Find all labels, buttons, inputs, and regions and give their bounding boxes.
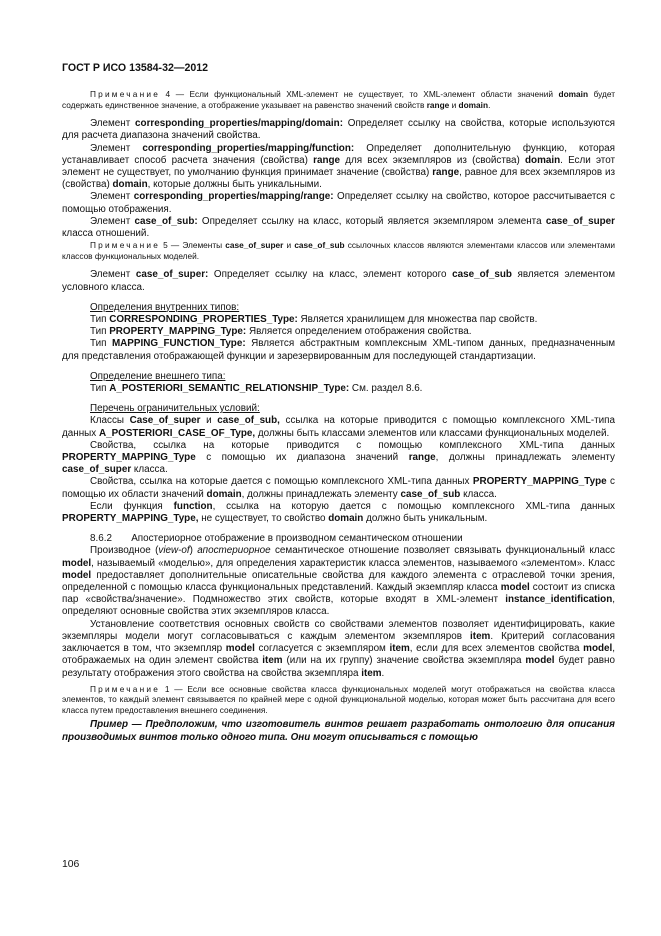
section-number: 8.6.2 xyxy=(90,533,112,545)
para-mapping-domain: Элемент corresponding_properties/mapping/domain: Определяет ссылку на свойства, которые используются для расчета диапазона значений свойства. xyxy=(62,118,615,142)
constraints-heading: Перечень ограничительных условий: xyxy=(90,403,260,415)
constraint-3: Свойства, ссылка на которые дается с помощью комплексного XML-типа данных PROPERTY_MAPPING_Type с помощью их области значений domain, должны принадлежать элементу case_of_sub класса. xyxy=(62,476,615,500)
section-8-6-2-heading xyxy=(62,533,615,545)
note-5-label: Примечание xyxy=(90,240,161,251)
para-case-of-sub: Элемент case_of_sub: Определяет ссылку на класс, который является экземпляром элемента case_of_super класса отношений. xyxy=(62,215,615,240)
type-property-mapping: Тип PROPERTY_MAPPING_Type: Является определением отображения свойства. xyxy=(90,326,472,338)
note-4: Примечание 4 — Если функциональный XML-элемент не существует, то XML-элемент области значений domain будет содержать единственное значение, а отображение указывает на равенство значений свойств range и domain. xyxy=(62,89,615,110)
para-mapping-function: Элемент corresponding_properties/mapping/function: Определяет дополнительную функцию, которая устанавливает способ расчета значения (свойства) range для всех экземпляров из (свойства) domain. Если этот элемент не существует, по умолчанию функция принимает значение (свойства) range, равное для всех экземпляров из (свойства) domain, которые должны быть уникальными. xyxy=(62,142,615,191)
type-mapping-function: Тип MAPPING_FUNCTION_Type: Является абстрактным комплексным XML-типом данных, предназначенным для представления отображающей функции и зарезервированным для последующей стандартизации. xyxy=(62,338,615,362)
para-case-of-super: Элемент case_of_super: Определяет ссылку на класс, элемент которого case_of_sub является элементом условного класса. xyxy=(62,269,615,293)
type-corresponding-properties: Тип CORRESPONDING_PROPERTIES_Type: Является хранилищем для множества пар свойств. xyxy=(90,314,538,326)
note-1: Примечание 1 — Если все основные свойства класса функциональных моделей могут отображаться на свойства класса элементов, то каждый элемент связывается по крайней мере с одной функциональной моделью, которая может быть рассчитана для всего класса путем предоставления внешнего соединения. xyxy=(62,683,615,715)
constraint-4: Если функция function, ссылка на которую дается с помощью комплексного XML-типа данных PROPERTY_MAPPING_Type, не существует, то свойство domain должно быть уникальным. xyxy=(62,500,615,525)
section-8-6-2-para-1: Производное (view-of) апостериорное семантическое отношение позволяет связывать функциональный класс model, называемый «моделью», для определения характеристик класса элементов, называемого «элементом». Класс model предоставляет дополнительные описательные свойства для каждого элемента с отраслевой точки зрения, определенной с помощью класса функциональных представлений. Каждый экземпляр класса model состоит из списка пар «свойства/значение». Подмножество этих свойств, которые входят в XML-элемент instance_identification, определяют основные свойства этих экземпляров класса. xyxy=(62,545,616,618)
type-a-posteriori: Тип A_POSTERIORI_SEMANTIC_RELATIONSHIP_Type: См. раздел 8.6. xyxy=(90,383,423,395)
example-paragraph: Пример — Предположим, что изготовитель винтов решает разработать онтологию для описания производимых винтов только одного типа. Они могут описываться с помощью xyxy=(62,719,615,743)
section-8-6-2-para-2: Установление соответствия основных свойств со свойствами элементов позволяет идентифицировать, какие экземпляры модели могут согласовываться с каждым элементом экземпляров item. Критерий согласования заключается в том, что экземпляр model согласуется с экземпляром item, если для всех элементов свойства model, отображаемых на один элемент свойства item (или на их группу) значение свойства экземпляра model будет равно результату отображения этого свойства на свойства экземпляра item. xyxy=(62,618,616,679)
constraint-1: Классы Case_of_super и case_of_sub, ссылка на которые приводится с помощью комплексного XML-типа данных A_POSTERIORI_CASE_OF_Type, должны быть классами элементов или классами функциональных моделей. xyxy=(62,415,615,439)
document-header: ГОСТ Р ИСО 13584-32—2012 xyxy=(62,62,209,74)
note-4-label: Примечание xyxy=(90,89,161,99)
note-5: Примечание 5 — Элементы case_of_super и case_of_sub ссылочных классов являются элементами классов или элементами классов функциональных моделей. xyxy=(62,240,616,261)
internal-types-heading: Определения внутренних типов: xyxy=(90,301,240,313)
note-1-label: Примечание xyxy=(90,683,161,694)
external-type-heading: Определение внешнего типа: xyxy=(90,370,226,382)
page-number: 106 xyxy=(62,859,80,870)
section-title: Апостериорное отображение в производном семантическом отношении xyxy=(131,533,463,545)
constraint-2: Свойства, ссылка на которые приводится с помощью комплексного XML-типа данных PROPERTY_MAPPING_Type с помощью их диапазона значений range, должны принадлежать элементу case_of_super класса. xyxy=(62,439,615,476)
document-page xyxy=(62,62,615,744)
para-mapping-range: Элемент corresponding_properties/mapping/range: Определяет ссылку на свойство, которое рассчитывается с помощью отображения. xyxy=(62,191,615,215)
